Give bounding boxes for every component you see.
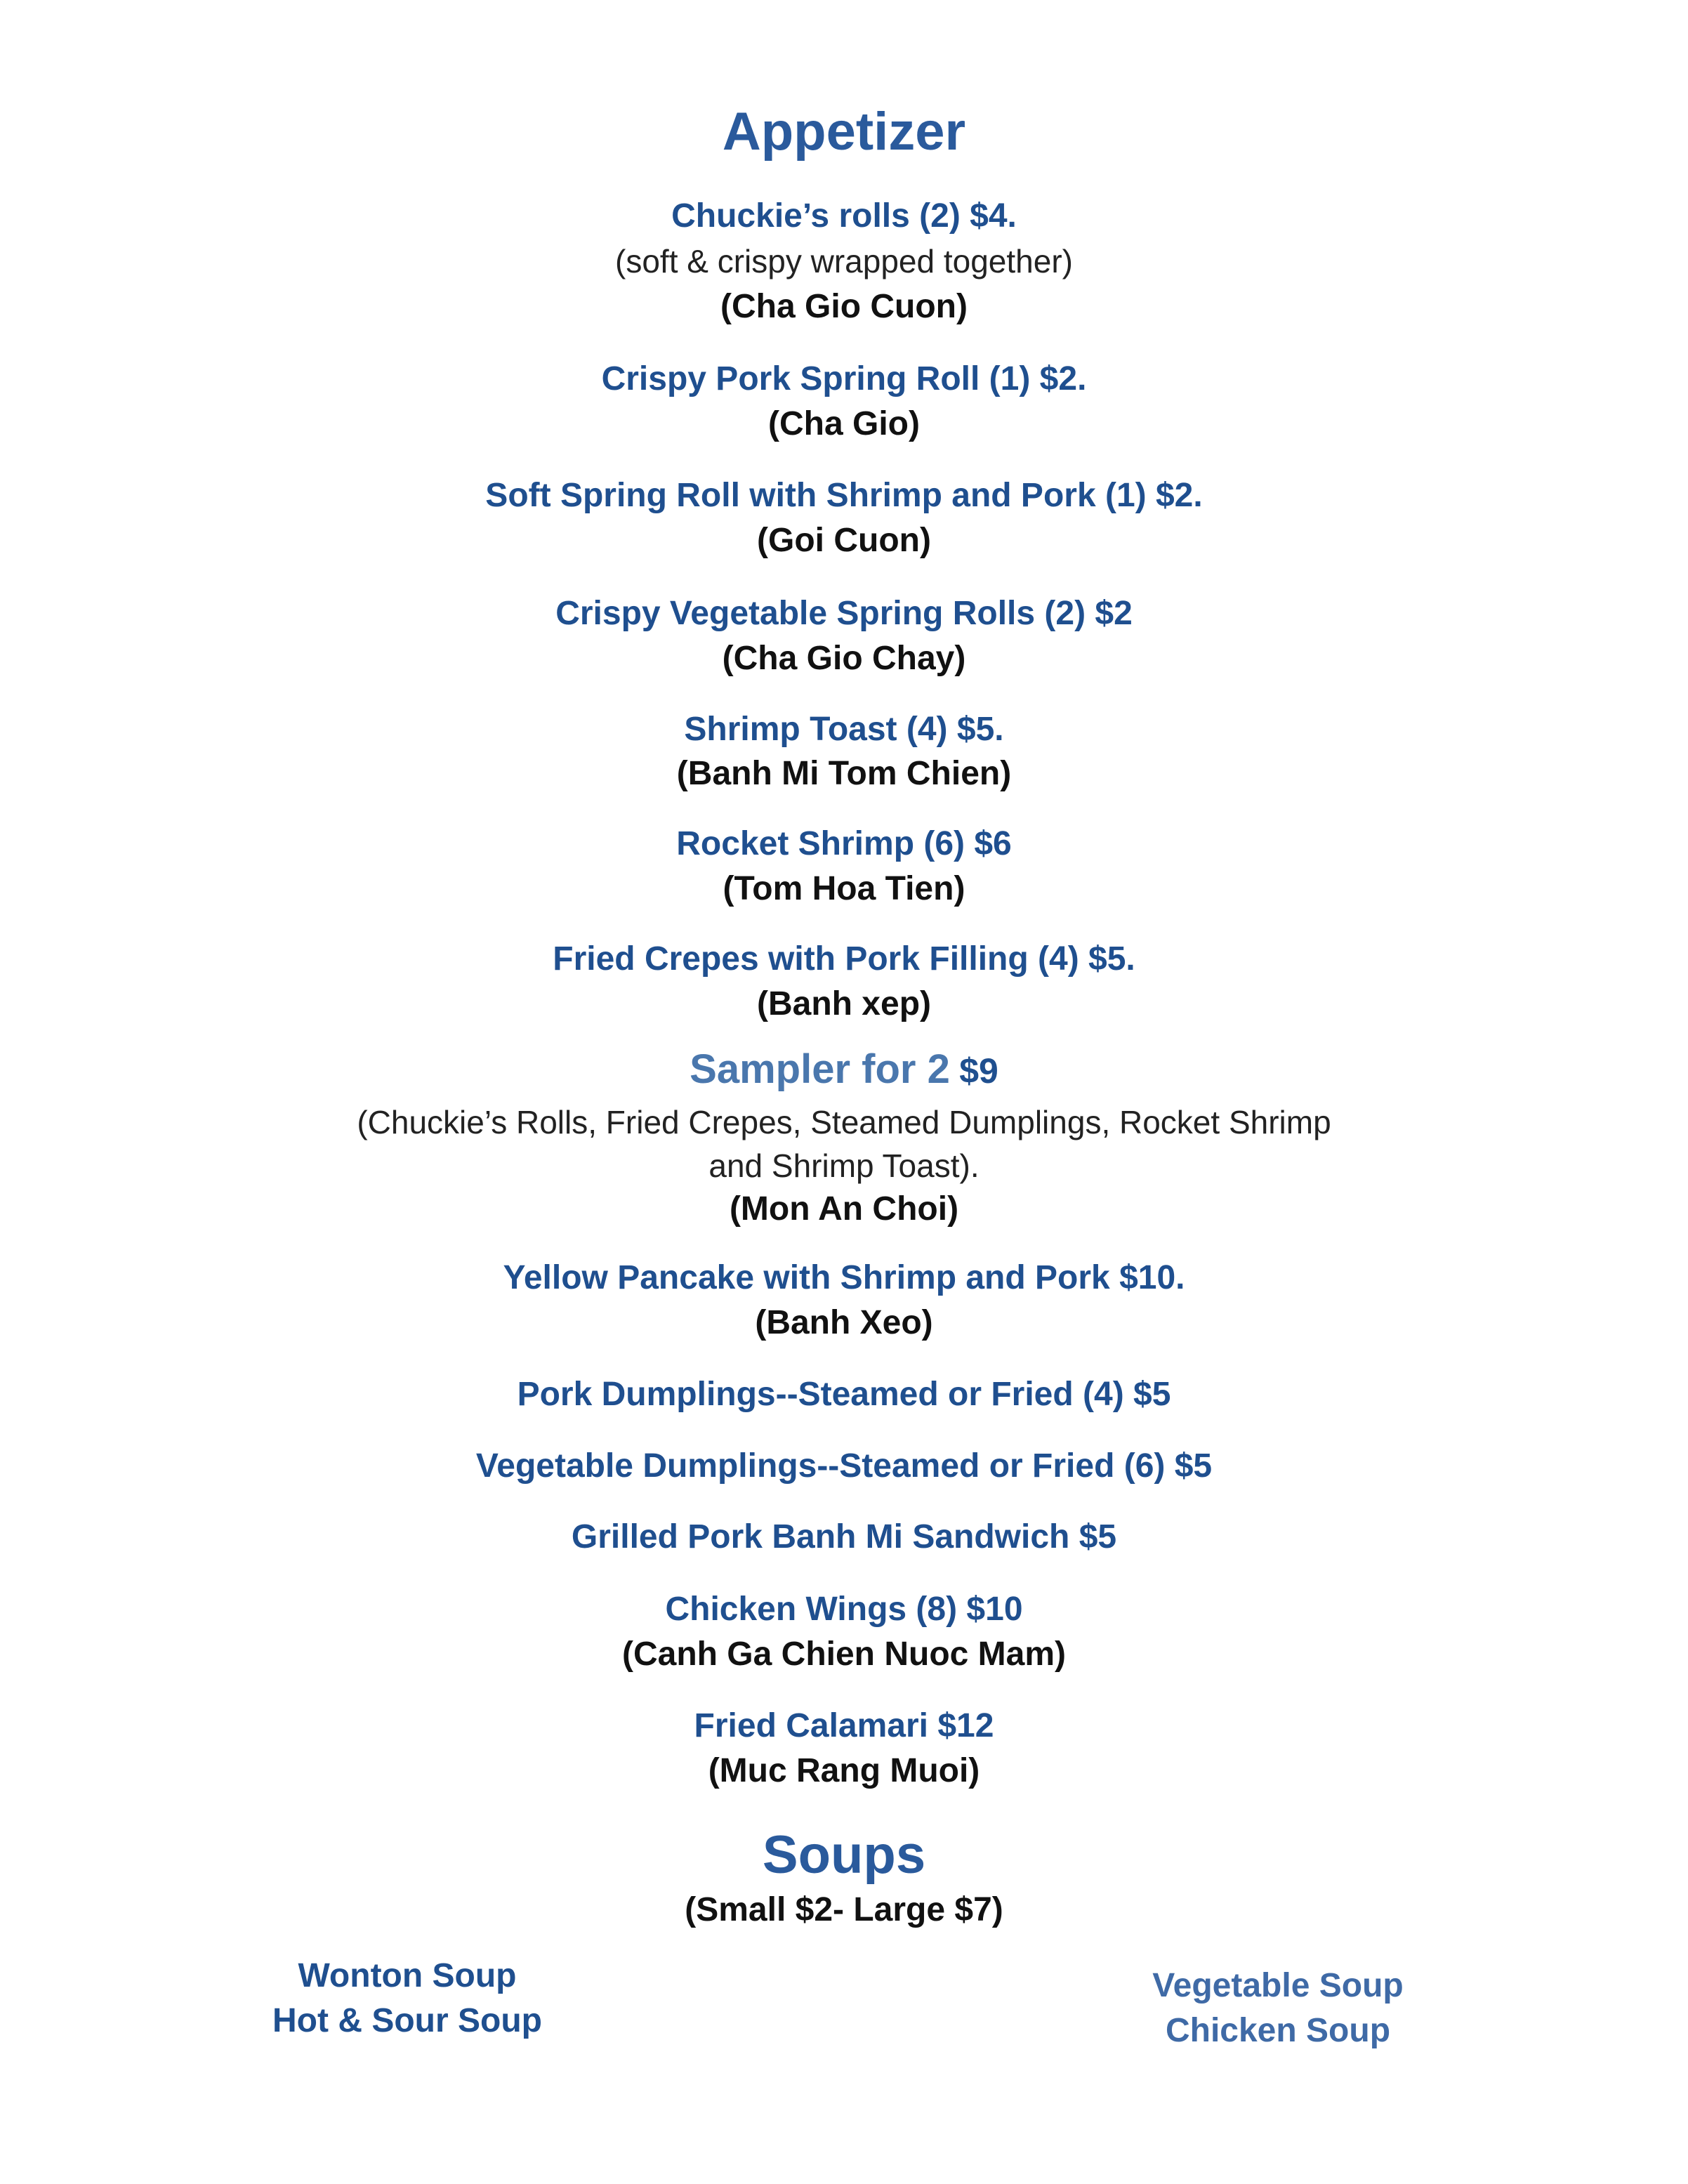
menu-item-name: Chuckie’s rolls (2) $4. (671, 197, 1017, 235)
appetizer-heading: Appetizer (722, 102, 966, 162)
menu-item-name: Shrimp Toast (4) $5. (684, 711, 1004, 748)
menu-item-vietnamese: (Banh xep) (756, 985, 931, 1022)
sampler-item (0, 1046, 1688, 1092)
soup-item: Wonton Soup (298, 1957, 517, 1994)
soups-price-note: (Small $2- Large $7) (685, 1891, 1003, 1928)
menu-item-vietnamese: (Cha Gio Cuon) (720, 288, 968, 325)
menu-item-vietnamese: (Canh Ga Chien Nuoc Mam) (621, 1636, 1067, 1673)
sampler-price: $9 (959, 1051, 998, 1091)
menu-item-vietnamese: (Banh Mi Tom Chien) (676, 755, 1012, 792)
menu-item-vietnamese: (Muc Rang Muoi) (708, 1752, 980, 1789)
menu-item-vietnamese: (Cha Gio Chay) (722, 640, 966, 677)
sampler-description-line-1: (Chuckie’s Rolls, Fried Crepes, Steamed Dumplings, Rocket Shrimp (357, 1104, 1331, 1140)
sampler-description-line-2: and Shrimp Toast). (708, 1147, 980, 1184)
menu-item-name: Crispy Vegetable Spring Rolls (2) $2 (555, 595, 1133, 632)
soup-item: Hot & Sour Soup (272, 2002, 542, 2039)
menu-item-vietnamese: (Cha Gio) (768, 405, 920, 442)
menu-item-name: Vegetable Dumplings--Steamed or Fried (6) $5 (475, 1447, 1213, 1485)
soup-item: Chicken Soup (1165, 2012, 1391, 2049)
sampler-name: Sampler for 2 (690, 1046, 950, 1092)
menu-item-vietnamese: (Mon An Choi) (729, 1190, 959, 1228)
menu-item-name: Fried Calamari $12 (694, 1707, 994, 1744)
menu-item-name: Rocket Shrimp (6) $6 (676, 825, 1012, 862)
soups-heading: Soups (762, 1825, 926, 1885)
menu-item-vietnamese: (Goi Cuon) (757, 522, 931, 559)
menu-item-name: Crispy Pork Spring Roll (1) $2. (601, 360, 1087, 397)
menu-item-name: Chicken Wings (8) $10 (665, 1591, 1023, 1628)
menu-item-description: (soft & crispy wrapped together) (615, 243, 1073, 279)
soup-item: Vegetable Soup (1152, 1967, 1404, 2004)
menu-item-name: Yellow Pancake with Shrimp and Pork $10. (503, 1259, 1185, 1296)
menu-item-vietnamese: (Banh Xeo) (755, 1304, 933, 1341)
menu-item-name: Grilled Pork Banh Mi Sandwich $5 (571, 1518, 1117, 1555)
menu-item-vietnamese: (Tom Hoa Tien) (723, 870, 965, 907)
menu-item-name: Pork Dumplings--Steamed or Fried (4) $5 (517, 1376, 1171, 1413)
menu-item-name: Soft Spring Roll with Shrimp and Pork (1) $2. (485, 477, 1203, 514)
menu-item-name: Fried Crepes with Pork Filling (4) $5. (553, 940, 1135, 978)
